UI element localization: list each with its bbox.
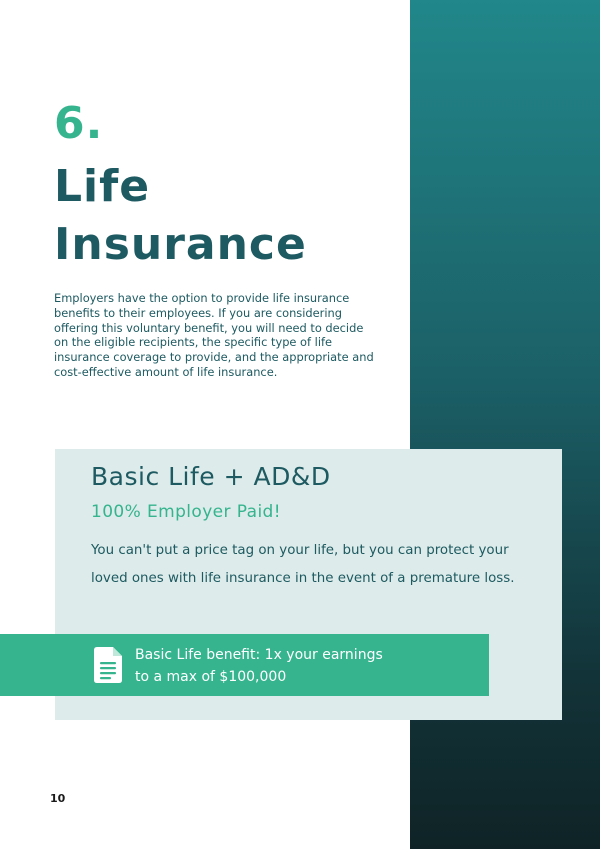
- page-number: 10: [50, 792, 66, 805]
- card-title: Basic Life + AD&D: [91, 462, 331, 491]
- document-icon: [94, 647, 122, 683]
- section-number: 6.: [54, 98, 104, 149]
- benefit-line-1: Basic Life benefit: 1x your earnings: [135, 647, 383, 663]
- page-title: Life Insurance: [54, 161, 307, 270]
- benefit-text: [135, 645, 455, 688]
- gradient-side-panel: [410, 0, 600, 849]
- card-subtitle: 100% Employer Paid!: [91, 502, 281, 522]
- card-description: You can't put a price tag on your life, but you can protect your loved ones with life insurance in the event of a premature loss.: [91, 543, 515, 586]
- benefit-line-2: to a max of $100,000: [135, 668, 287, 685]
- intro-paragraph: Employers have the option to provide life insurance benefits to their employees. If you are considering offering this voluntary benefit, you will need to decide on the eligible recipients, the specific type of life insurance coverage to provide, and the appropriate and cost-effective amount of life insurance.: [54, 291, 374, 379]
